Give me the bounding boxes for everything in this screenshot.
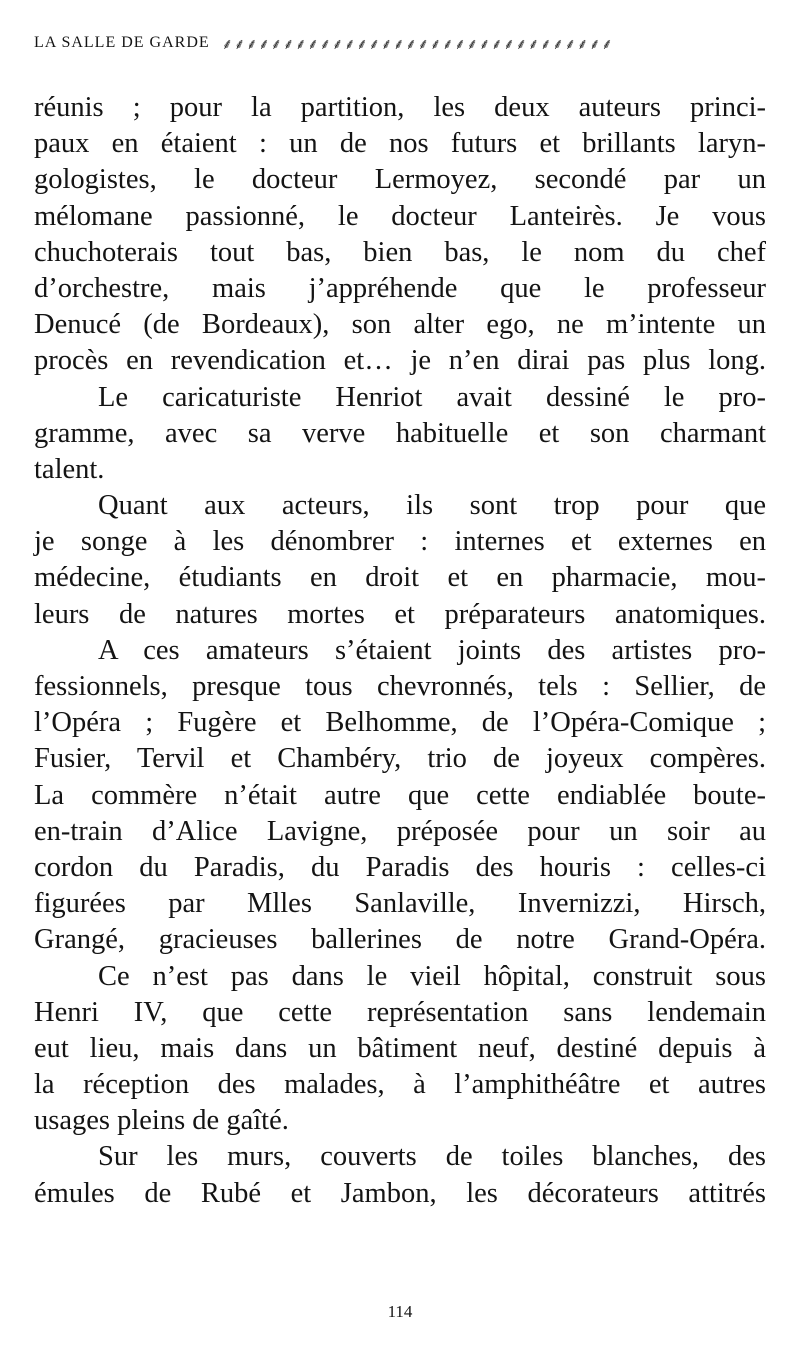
text-line: réunis ; pour la partition, les deux auteurs princi- [34,92,766,123]
text-line: Fusier, Tervil et Chambéry, trio de joyeux compères. [34,743,766,775]
running-header [34,30,764,56]
text-line: médecine, étudiants en droit et en pharmacie, mou- [34,562,766,594]
page-number: 114 [387,1302,413,1321]
text-line: Quant aux acteurs, ils sont trop pour que [98,490,766,522]
ornament-band: ⸙⸙⸙⸙⸙⸙⸙⸙⸙⸙⸙⸙⸙⸙⸙⸙⸙⸙⸙⸙⸙⸙⸙⸙⸙⸙⸙⸙⸙⸙⸙⸙ [221,35,614,52]
running-title: LA SALLE DE GARDE [34,34,210,51]
text-line: La commère n’était autre que cette endiablée boute- [34,779,766,811]
text-line: paux en étaient : un de nos futurs et brillants laryn- [34,128,766,160]
text-line: Grangé, gracieuses ballerines de notre Grand-Opéra. [34,924,766,956]
text-line: A ces amateurs s’étaient joints des artistes pro- [98,634,766,666]
text-line: Sur les murs, couverts de toiles blanches, des [98,1141,766,1173]
text-line: gologistes, le docteur Lermoyez, secondé par un [34,164,766,196]
text-line: chuchoterais tout bas, bien bas, le nom du chef [34,236,766,268]
text-line: procès en revendication et… je n’en dirai pas plus long. [34,345,766,377]
text-line: leurs de natures mortes et préparateurs anatomiques. [34,598,766,630]
text-line: la réception des malades, à l’amphithéâtre et autres [34,1069,766,1101]
text-line: eut lieu, mais dans un bâtiment neuf, destiné depuis à [34,1032,766,1064]
text-line: Denucé (de Bordeaux), son alter ego, ne m’intente un [34,309,766,341]
text-line: l’Opéra ; Fugère et Belhomme, de l’Opéra-Comique ; [34,707,766,739]
text-line: usages pleins de gaîté. [34,1105,289,1137]
text-line: mélomane passionné, le docteur Lanteirès. Je vous [34,200,766,232]
text-line: talent. [34,453,105,485]
text-line: Henri IV, que cette représentation sans lendemain [34,996,766,1028]
text-line: gramme, avec sa verve habituelle et son charmant [34,417,766,449]
text-line: je songe à les dénombrer : internes et externes en [34,526,766,558]
text-line: en-train d’Alice Lavigne, préposée pour un soir au [34,815,766,847]
text-line: fessionnels, presque tous chevronnés, tels : Sellier, de [34,671,766,702]
text-line: figurées par Mlles Sanlaville, Invernizzi, Hirsch, [34,888,766,920]
text-line: Le caricaturiste Henriot avait dessiné le pro- [98,381,766,413]
text-line: cordon du Paradis, du Paradis des houris : celles-ci [34,851,766,883]
text-line: Ce n’est pas dans le vieil hôpital, construit sous [98,960,766,992]
body-text [34,90,766,1212]
text-line: émules de Rubé et Jambon, les décorateurs attitrés [34,1177,766,1209]
text-line: d’orchestre, mais j’appréhende que le professeur [34,272,766,304]
